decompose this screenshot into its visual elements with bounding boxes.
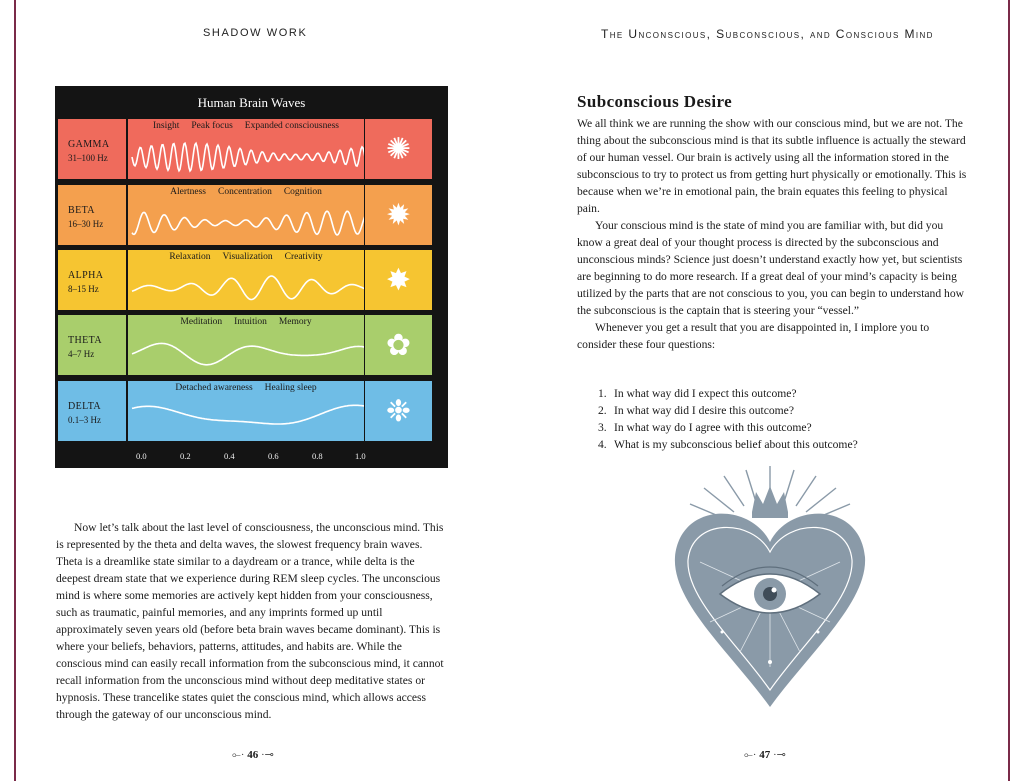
band-descriptor: Visualization [222, 252, 273, 262]
wave-band-delta [58, 381, 432, 441]
band-descriptor: Concentration [218, 187, 272, 197]
folio-ornament-icon: ⟜· [232, 749, 245, 761]
band-frequency: 0.1–3 Hz [68, 415, 101, 425]
band-name: THETA [68, 335, 102, 346]
wave-line [128, 315, 364, 375]
band-name: ALPHA [68, 270, 104, 281]
band-label [58, 185, 126, 245]
axis-tick: 0.2 [180, 451, 191, 461]
band-descriptor: Memory [278, 317, 312, 327]
wave-band-theta [58, 315, 432, 375]
left-body-text [56, 519, 448, 723]
band-name: GAMMA [68, 139, 110, 150]
band-descriptor: Healing sleep [264, 383, 317, 393]
band-descriptor: Peak focus [191, 121, 233, 131]
band-frequency: 16–30 Hz [68, 219, 104, 229]
list-item: 1. In what way did I expect this outcome? [598, 387, 797, 400]
band-label [58, 119, 126, 179]
wave-panel [128, 250, 364, 310]
band-descriptor: Intuition [234, 317, 267, 327]
right-body-text [577, 115, 967, 353]
band-label [58, 250, 126, 310]
right-running-head: The Unconscious, Subconscious, and Conscious Mind [601, 27, 934, 41]
page-number-right [744, 748, 786, 762]
wave-band-beta [58, 185, 432, 245]
wave-panel [128, 381, 364, 441]
folio-ornament-icon: ·⊸ [260, 749, 274, 761]
list-item: 4. What is my subconscious belief about this outcome? [598, 438, 858, 451]
body-paragraph: We all think we are running the show with our conscious mind, but we are not. The thing about the subconscious mind is that its subtle influence is actually the steward of our human vessel. Our brain is actively using all the information stored in the subconscious to try to protect us from getting hurt physically or emotionally. This is because when we’re in emotional pain, the brain equates this feeling to physical pain. [577, 117, 967, 215]
band-name: DELTA [68, 401, 102, 412]
wave-line [128, 185, 364, 245]
band-frequency: 8–15 Hz [68, 284, 99, 294]
list-item: 3. In what way do I agree with this outcome? [598, 421, 812, 434]
band-descriptor: Creativity [284, 252, 323, 262]
band-descriptor: Expanded consciousness [244, 121, 339, 131]
section-heading: Subconscious Desire [577, 92, 733, 111]
list-item: 2. In what way did I desire this outcome? [598, 404, 794, 417]
wave-line [128, 381, 364, 441]
wave-line [128, 250, 364, 310]
axis-tick: 0.6 [268, 451, 279, 461]
page-number-left [232, 748, 274, 762]
band-descriptor: Cognition [283, 187, 322, 197]
axis-tick: 0.4 [224, 451, 235, 461]
wave-band-alpha [58, 250, 432, 310]
axis-tick: 0.8 [312, 451, 323, 461]
wave-panel [128, 185, 364, 245]
left-running-head: SHADOW WORK [203, 27, 308, 39]
mandala-icon: ✸ [365, 250, 432, 310]
band-name: BETA [68, 205, 95, 216]
band-label [58, 315, 126, 375]
folio-ornament-icon: ⟜· [744, 749, 757, 761]
mandala-icon: ✿ [365, 315, 432, 375]
chart-title: Human Brain Waves [197, 95, 306, 110]
body-paragraph: Whenever you get a result that you are disappointed in, I implore you to consider these four questions: [577, 321, 930, 351]
right-border-line [1008, 0, 1010, 781]
band-descriptor: Insight [152, 121, 180, 131]
wave-panel [128, 119, 364, 179]
band-frequency: 31–100 Hz [68, 153, 108, 163]
axis-tick: 1.0 [355, 451, 366, 461]
band-descriptor: Detached awareness [175, 383, 253, 393]
page-number: 46 [247, 749, 259, 761]
sacred-heart-eye-illustration [660, 462, 880, 717]
folio-ornament-icon: ·⊸ [772, 749, 786, 761]
page-number: 47 [759, 749, 771, 761]
mandala-icon: ✹ [365, 185, 432, 245]
mandala-icon: ❉ [365, 381, 432, 441]
band-frequency: 4–7 Hz [68, 349, 95, 359]
wave-line [128, 119, 364, 179]
body-paragraph: Now let’s talk about the last level of consciousness, the unconscious mind. This is represented by the theta and delta waves, the slowest frequency brain waves. Theta is a dreamlike state similar to a daydream or a trance, while delta is the deepest dream state that we experience during REM sleep cycles. The unconscious mind is where some memories are actively kept hidden from your consciousness, such as traumatic, painful memories, and any imprints formed up until approximately seven years old (before beta brain waves became dominant). This is where your beliefs, behaviors, patterns, attitudes, and habits are. While the conscious mind can easily recall information from the subconscious mind, it cannot recall information from the unconscious mind without deep meditative states or hypnosis. These trancelike states quiet the conscious mind, which allows access through the gateway of our unconscious mind. [56, 521, 444, 721]
wave-panel [128, 315, 364, 375]
mandala-icon: ✺ [365, 119, 432, 179]
body-paragraph: Your conscious mind is the state of mind you are familiar with, but did you know a great deal of your thought process is directed by the subconscious and unconscious minds? Science just doesn’t understand exactly how yet, but scientists are beginning to do more research. If a great deal of your mind’s capacity is being utilized by the parts that are not conscious to you, you can begin to understand how the subconscious is the captain that is steering your “vessel.” [577, 219, 965, 317]
band-descriptor: Relaxation [169, 252, 211, 262]
band-descriptor: Meditation [180, 317, 223, 327]
questions-list [598, 385, 858, 453]
band-label [58, 381, 126, 441]
wave-band-gamma [58, 119, 432, 179]
left-page [0, 0, 506, 781]
brain-waves-chart [55, 86, 448, 468]
band-descriptor: Alertness [170, 187, 207, 197]
axis-tick: 0.0 [136, 451, 147, 461]
